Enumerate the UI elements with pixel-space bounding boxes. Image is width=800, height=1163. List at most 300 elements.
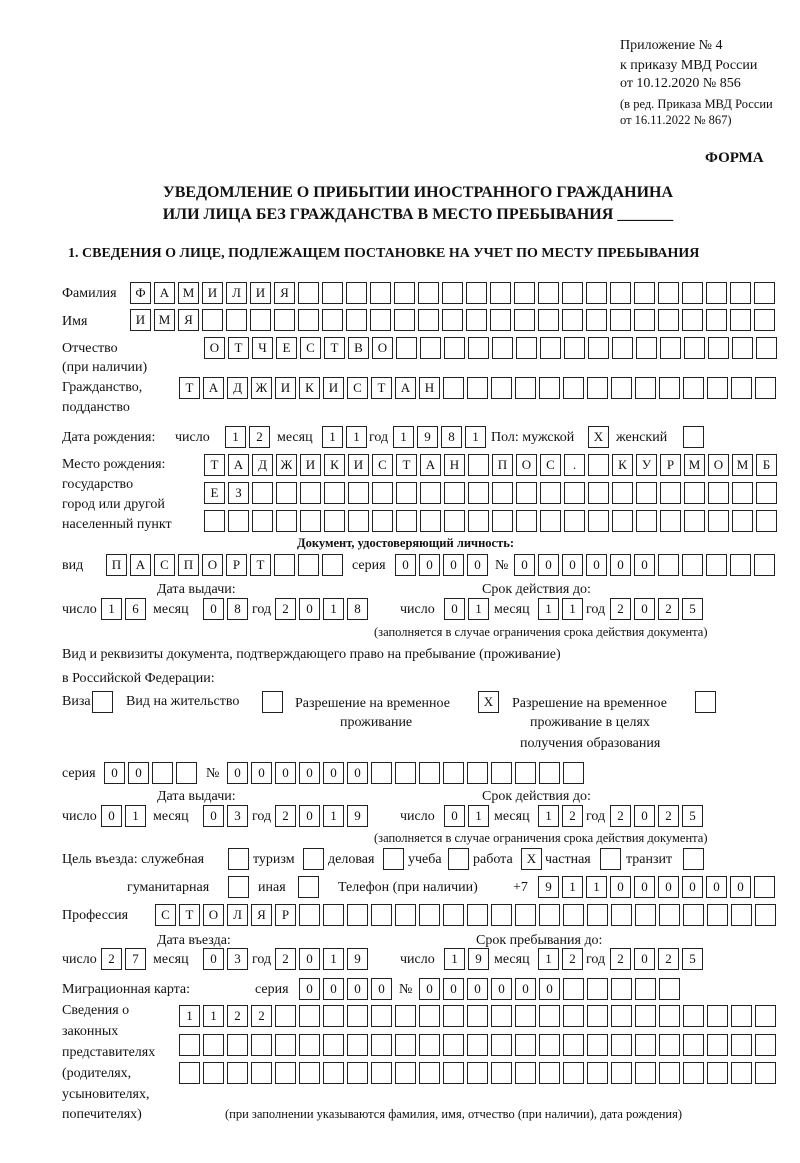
char-cell[interactable]: 9 xyxy=(538,876,559,898)
char-cell[interactable] xyxy=(396,510,417,532)
char-cell[interactable] xyxy=(659,1034,680,1056)
char-cell[interactable]: 0 xyxy=(539,978,560,1000)
char-cell[interactable] xyxy=(755,1005,776,1027)
char-cell[interactable]: Ж xyxy=(276,454,297,476)
char-cell[interactable] xyxy=(754,876,775,898)
char-cell[interactable]: 0 xyxy=(203,805,224,827)
char-cell[interactable] xyxy=(394,309,415,331)
char-cell[interactable] xyxy=(299,1062,320,1084)
char-cell[interactable]: . xyxy=(564,454,585,476)
char-cell[interactable] xyxy=(179,1062,200,1084)
char-cell[interactable] xyxy=(418,309,439,331)
char-cell[interactable] xyxy=(540,482,561,504)
char-cell[interactable] xyxy=(563,377,584,399)
char-cell[interactable]: И xyxy=(323,377,344,399)
char-cell[interactable] xyxy=(275,1062,296,1084)
char-cell[interactable] xyxy=(298,282,319,304)
char-cell[interactable] xyxy=(611,978,632,1000)
char-cell[interactable] xyxy=(682,282,703,304)
char-cell[interactable]: Н xyxy=(444,454,465,476)
char-cell[interactable] xyxy=(708,510,729,532)
char-cell[interactable] xyxy=(347,1034,368,1056)
purpose-humanitarian-checkbox[interactable] xyxy=(228,876,249,898)
char-cell[interactable] xyxy=(635,377,656,399)
char-cell[interactable]: 0 xyxy=(491,978,512,1000)
char-cell[interactable]: И xyxy=(130,309,151,331)
char-cell[interactable]: 1 xyxy=(125,805,146,827)
char-cell[interactable]: В xyxy=(348,337,369,359)
char-cell[interactable]: Р xyxy=(660,454,681,476)
char-cell[interactable] xyxy=(348,482,369,504)
char-cell[interactable] xyxy=(228,876,249,898)
char-cell[interactable] xyxy=(706,554,727,576)
char-cell[interactable] xyxy=(491,1005,512,1027)
char-cell[interactable]: 2 xyxy=(275,598,296,620)
char-cell[interactable]: 0 xyxy=(299,805,320,827)
entry-year-field[interactable] xyxy=(275,948,368,970)
char-cell[interactable]: 1 xyxy=(538,948,559,970)
char-cell[interactable] xyxy=(683,848,704,870)
char-cell[interactable] xyxy=(587,904,608,926)
char-cell[interactable] xyxy=(682,309,703,331)
char-cell[interactable] xyxy=(587,1034,608,1056)
char-cell[interactable] xyxy=(468,482,489,504)
issue-month-field[interactable] xyxy=(203,805,248,827)
purpose-study-checkbox[interactable] xyxy=(448,848,469,870)
char-cell[interactable]: 2 xyxy=(562,948,583,970)
char-cell[interactable] xyxy=(515,377,536,399)
char-cell[interactable]: 2 xyxy=(275,948,296,970)
char-cell[interactable] xyxy=(395,1034,416,1056)
trp-checkbox[interactable] xyxy=(478,691,499,713)
char-cell[interactable]: X xyxy=(588,426,609,448)
char-cell[interactable]: 0 xyxy=(395,554,416,576)
char-cell[interactable]: 1 xyxy=(323,948,344,970)
char-cell[interactable] xyxy=(420,510,441,532)
char-cell[interactable] xyxy=(636,510,657,532)
valid-year-field[interactable] xyxy=(610,805,703,827)
char-cell[interactable] xyxy=(684,510,705,532)
char-cell[interactable] xyxy=(394,282,415,304)
char-cell[interactable]: 1 xyxy=(203,1005,224,1027)
char-cell[interactable] xyxy=(659,377,680,399)
char-cell[interactable]: И xyxy=(275,377,296,399)
char-cell[interactable]: 0 xyxy=(682,876,703,898)
char-cell[interactable]: 0 xyxy=(634,554,655,576)
char-cell[interactable] xyxy=(755,377,776,399)
char-cell[interactable] xyxy=(635,1034,656,1056)
char-cell[interactable]: 8 xyxy=(227,598,248,620)
char-cell[interactable] xyxy=(563,1062,584,1084)
char-cell[interactable] xyxy=(323,1005,344,1027)
char-cell[interactable] xyxy=(600,848,621,870)
birth-year-field[interactable] xyxy=(393,426,486,448)
char-cell[interactable]: С xyxy=(347,377,368,399)
char-cell[interactable]: П xyxy=(178,554,199,576)
char-cell[interactable] xyxy=(372,482,393,504)
char-cell[interactable]: П xyxy=(106,554,127,576)
name-field[interactable] xyxy=(130,309,775,331)
char-cell[interactable]: 0 xyxy=(610,876,631,898)
char-cell[interactable]: 2 xyxy=(101,948,122,970)
char-cell[interactable]: А xyxy=(395,377,416,399)
visa-checkbox[interactable] xyxy=(92,691,113,713)
char-cell[interactable] xyxy=(634,282,655,304)
char-cell[interactable]: Т xyxy=(250,554,271,576)
char-cell[interactable] xyxy=(228,510,249,532)
char-cell[interactable] xyxy=(448,848,469,870)
char-cell[interactable]: Т xyxy=(179,377,200,399)
char-cell[interactable] xyxy=(562,282,583,304)
char-cell[interactable]: Д xyxy=(252,454,273,476)
until-day-field[interactable] xyxy=(444,948,489,970)
purpose-official-checkbox[interactable] xyxy=(228,848,249,870)
char-cell[interactable]: Е xyxy=(204,482,225,504)
char-cell[interactable] xyxy=(658,282,679,304)
char-cell[interactable] xyxy=(587,978,608,1000)
char-cell[interactable] xyxy=(756,482,777,504)
doc-series-field[interactable] xyxy=(395,554,488,576)
char-cell[interactable]: Л xyxy=(226,282,247,304)
char-cell[interactable]: Т xyxy=(204,454,225,476)
char-cell[interactable]: 2 xyxy=(227,1005,248,1027)
char-cell[interactable] xyxy=(490,309,511,331)
char-cell[interactable]: 0 xyxy=(323,762,344,784)
char-cell[interactable] xyxy=(659,978,680,1000)
char-cell[interactable] xyxy=(468,454,489,476)
char-cell[interactable]: 0 xyxy=(610,554,631,576)
char-cell[interactable]: 0 xyxy=(323,978,344,1000)
doc-number-field[interactable] xyxy=(514,554,775,576)
char-cell[interactable] xyxy=(588,337,609,359)
char-cell[interactable] xyxy=(419,1005,440,1027)
char-cell[interactable]: 7 xyxy=(125,948,146,970)
char-cell[interactable]: Т xyxy=(371,377,392,399)
char-cell[interactable] xyxy=(444,510,465,532)
char-cell[interactable] xyxy=(371,762,392,784)
char-cell[interactable] xyxy=(754,309,775,331)
char-cell[interactable]: 1 xyxy=(225,426,246,448)
char-cell[interactable] xyxy=(322,282,343,304)
char-cell[interactable]: Т xyxy=(179,904,200,926)
char-cell[interactable] xyxy=(466,282,487,304)
char-cell[interactable]: 2 xyxy=(251,1005,272,1027)
char-cell[interactable]: 2 xyxy=(658,948,679,970)
char-cell[interactable]: 0 xyxy=(444,805,465,827)
char-cell[interactable] xyxy=(659,904,680,926)
char-cell[interactable]: 0 xyxy=(586,554,607,576)
char-cell[interactable] xyxy=(516,482,537,504)
char-cell[interactable]: 2 xyxy=(275,805,296,827)
char-cell[interactable]: 1 xyxy=(562,598,583,620)
char-cell[interactable] xyxy=(538,282,559,304)
char-cell[interactable] xyxy=(467,1005,488,1027)
char-cell[interactable]: 1 xyxy=(179,1005,200,1027)
char-cell[interactable]: 2 xyxy=(610,948,631,970)
char-cell[interactable]: 1 xyxy=(538,805,559,827)
char-cell[interactable] xyxy=(732,482,753,504)
char-cell[interactable] xyxy=(539,904,560,926)
reps-row-2[interactable] xyxy=(179,1034,776,1056)
char-cell[interactable] xyxy=(275,1034,296,1056)
char-cell[interactable] xyxy=(611,1062,632,1084)
char-cell[interactable] xyxy=(538,309,559,331)
char-cell[interactable] xyxy=(707,1062,728,1084)
char-cell[interactable] xyxy=(346,282,367,304)
char-cell[interactable] xyxy=(322,309,343,331)
char-cell[interactable]: А xyxy=(420,454,441,476)
char-cell[interactable] xyxy=(754,554,775,576)
char-cell[interactable] xyxy=(563,1005,584,1027)
char-cell[interactable] xyxy=(731,904,752,926)
char-cell[interactable] xyxy=(396,337,417,359)
char-cell[interactable]: 5 xyxy=(682,805,703,827)
char-cell[interactable] xyxy=(683,1005,704,1027)
char-cell[interactable] xyxy=(539,762,560,784)
char-cell[interactable] xyxy=(515,904,536,926)
char-cell[interactable]: 2 xyxy=(249,426,270,448)
char-cell[interactable] xyxy=(635,1005,656,1027)
valid-day-field[interactable] xyxy=(444,598,489,620)
char-cell[interactable]: 0 xyxy=(227,762,248,784)
char-cell[interactable]: К xyxy=(612,454,633,476)
purpose-private-checkbox[interactable] xyxy=(600,848,621,870)
char-cell[interactable] xyxy=(515,1062,536,1084)
char-cell[interactable]: 0 xyxy=(203,598,224,620)
char-cell[interactable]: 0 xyxy=(347,762,368,784)
char-cell[interactable]: Р xyxy=(226,554,247,576)
char-cell[interactable] xyxy=(539,1005,560,1027)
char-cell[interactable] xyxy=(658,554,679,576)
char-cell[interactable] xyxy=(347,904,368,926)
purpose-transit-checkbox[interactable] xyxy=(683,848,704,870)
char-cell[interactable]: 0 xyxy=(538,554,559,576)
char-cell[interactable] xyxy=(276,482,297,504)
char-cell[interactable] xyxy=(564,337,585,359)
char-cell[interactable]: 1 xyxy=(562,876,583,898)
char-cell[interactable]: 6 xyxy=(125,598,146,620)
char-cell[interactable]: Е xyxy=(276,337,297,359)
char-cell[interactable] xyxy=(516,510,537,532)
char-cell[interactable] xyxy=(444,337,465,359)
char-cell[interactable]: 2 xyxy=(562,805,583,827)
char-cell[interactable] xyxy=(227,1062,248,1084)
char-cell[interactable] xyxy=(371,904,392,926)
char-cell[interactable] xyxy=(443,1062,464,1084)
char-cell[interactable]: 0 xyxy=(128,762,149,784)
sex-male-checkbox[interactable] xyxy=(588,426,609,448)
char-cell[interactable]: И xyxy=(300,454,321,476)
char-cell[interactable]: 2 xyxy=(610,598,631,620)
char-cell[interactable]: 8 xyxy=(347,598,368,620)
char-cell[interactable]: 1 xyxy=(323,805,344,827)
char-cell[interactable] xyxy=(635,904,656,926)
char-cell[interactable]: З xyxy=(228,482,249,504)
valid-year-field[interactable] xyxy=(610,598,703,620)
phone-field[interactable] xyxy=(538,876,775,898)
char-cell[interactable] xyxy=(395,904,416,926)
char-cell[interactable] xyxy=(347,1062,368,1084)
char-cell[interactable]: 0 xyxy=(347,978,368,1000)
char-cell[interactable]: С xyxy=(372,454,393,476)
char-cell[interactable] xyxy=(755,1062,776,1084)
char-cell[interactable] xyxy=(443,377,464,399)
char-cell[interactable] xyxy=(706,282,727,304)
reps-row-1[interactable] xyxy=(179,1005,776,1027)
stay-number-field[interactable] xyxy=(227,762,584,784)
char-cell[interactable] xyxy=(515,1005,536,1027)
char-cell[interactable]: Ф xyxy=(130,282,151,304)
char-cell[interactable] xyxy=(659,1062,680,1084)
residence-checkbox[interactable] xyxy=(262,691,283,713)
stay-series-field[interactable] xyxy=(104,762,197,784)
char-cell[interactable]: Т xyxy=(324,337,345,359)
char-cell[interactable]: 0 xyxy=(101,805,122,827)
char-cell[interactable]: О xyxy=(708,454,729,476)
char-cell[interactable] xyxy=(563,904,584,926)
char-cell[interactable]: А xyxy=(228,454,249,476)
char-cell[interactable] xyxy=(491,762,512,784)
char-cell[interactable] xyxy=(588,482,609,504)
char-cell[interactable] xyxy=(563,762,584,784)
char-cell[interactable] xyxy=(491,1034,512,1056)
char-cell[interactable] xyxy=(683,377,704,399)
char-cell[interactable]: М xyxy=(178,282,199,304)
issue-month-field[interactable] xyxy=(203,598,248,620)
char-cell[interactable]: 3 xyxy=(227,805,248,827)
char-cell[interactable] xyxy=(323,1062,344,1084)
char-cell[interactable] xyxy=(706,309,727,331)
char-cell[interactable] xyxy=(251,1062,272,1084)
birthplace-row-1[interactable] xyxy=(204,454,777,476)
char-cell[interactable] xyxy=(324,482,345,504)
char-cell[interactable] xyxy=(708,337,729,359)
char-cell[interactable] xyxy=(610,309,631,331)
char-cell[interactable]: 1 xyxy=(393,426,414,448)
reps-row-3[interactable] xyxy=(179,1062,776,1084)
char-cell[interactable] xyxy=(660,510,681,532)
char-cell[interactable]: 0 xyxy=(444,598,465,620)
char-cell[interactable] xyxy=(515,1034,536,1056)
char-cell[interactable] xyxy=(707,1034,728,1056)
entry-day-field[interactable] xyxy=(101,948,146,970)
char-cell[interactable] xyxy=(370,282,391,304)
char-cell[interactable] xyxy=(514,309,535,331)
char-cell[interactable] xyxy=(492,482,513,504)
char-cell[interactable]: О xyxy=(204,337,225,359)
char-cell[interactable]: А xyxy=(130,554,151,576)
char-cell[interactable] xyxy=(420,337,441,359)
char-cell[interactable] xyxy=(588,510,609,532)
char-cell[interactable] xyxy=(682,554,703,576)
char-cell[interactable]: 0 xyxy=(419,978,440,1000)
char-cell[interactable] xyxy=(371,1034,392,1056)
char-cell[interactable]: 8 xyxy=(441,426,462,448)
char-cell[interactable]: Я xyxy=(178,309,199,331)
char-cell[interactable] xyxy=(683,904,704,926)
char-cell[interactable]: 1 xyxy=(586,876,607,898)
char-cell[interactable] xyxy=(420,482,441,504)
char-cell[interactable]: 5 xyxy=(682,598,703,620)
char-cell[interactable] xyxy=(371,1005,392,1027)
char-cell[interactable]: 0 xyxy=(443,978,464,1000)
purpose-other-checkbox[interactable] xyxy=(298,876,319,898)
char-cell[interactable] xyxy=(695,691,716,713)
char-cell[interactable] xyxy=(300,482,321,504)
char-cell[interactable] xyxy=(756,337,777,359)
char-cell[interactable] xyxy=(563,1034,584,1056)
sex-female-checkbox[interactable] xyxy=(683,426,704,448)
char-cell[interactable] xyxy=(660,337,681,359)
char-cell[interactable]: 1 xyxy=(323,598,344,620)
char-cell[interactable] xyxy=(298,554,319,576)
char-cell[interactable] xyxy=(252,482,273,504)
char-cell[interactable] xyxy=(514,282,535,304)
char-cell[interactable]: 0 xyxy=(658,876,679,898)
birthplace-row-2[interactable] xyxy=(204,482,777,504)
char-cell[interactable] xyxy=(756,510,777,532)
issue-day-field[interactable] xyxy=(101,805,146,827)
char-cell[interactable] xyxy=(587,1005,608,1027)
char-cell[interactable]: О xyxy=(516,454,537,476)
birth-day-field[interactable] xyxy=(225,426,270,448)
char-cell[interactable]: 0 xyxy=(514,554,535,576)
char-cell[interactable] xyxy=(275,1005,296,1027)
char-cell[interactable]: 0 xyxy=(299,598,320,620)
char-cell[interactable]: Ч xyxy=(252,337,273,359)
birthplace-row-3[interactable] xyxy=(204,510,777,532)
char-cell[interactable] xyxy=(612,337,633,359)
char-cell[interactable] xyxy=(274,309,295,331)
char-cell[interactable] xyxy=(730,309,751,331)
char-cell[interactable] xyxy=(152,762,173,784)
char-cell[interactable] xyxy=(754,282,775,304)
char-cell[interactable] xyxy=(276,510,297,532)
char-cell[interactable] xyxy=(660,482,681,504)
until-year-field[interactable] xyxy=(610,948,703,970)
char-cell[interactable] xyxy=(228,848,249,870)
char-cell[interactable] xyxy=(562,309,583,331)
char-cell[interactable] xyxy=(491,1062,512,1084)
char-cell[interactable]: И xyxy=(348,454,369,476)
char-cell[interactable]: 1 xyxy=(538,598,559,620)
char-cell[interactable] xyxy=(731,1062,752,1084)
char-cell[interactable] xyxy=(564,510,585,532)
char-cell[interactable]: С xyxy=(155,904,176,926)
char-cell[interactable] xyxy=(204,510,225,532)
char-cell[interactable] xyxy=(731,1005,752,1027)
char-cell[interactable] xyxy=(564,482,585,504)
char-cell[interactable] xyxy=(176,762,197,784)
char-cell[interactable] xyxy=(491,377,512,399)
char-cell[interactable] xyxy=(303,848,324,870)
char-cell[interactable] xyxy=(346,309,367,331)
char-cell[interactable] xyxy=(274,554,295,576)
char-cell[interactable] xyxy=(492,337,513,359)
char-cell[interactable]: И xyxy=(202,282,223,304)
char-cell[interactable]: 0 xyxy=(562,554,583,576)
char-cell[interactable]: 1 xyxy=(322,426,343,448)
char-cell[interactable]: Н xyxy=(419,377,440,399)
char-cell[interactable]: О xyxy=(203,904,224,926)
profession-field[interactable] xyxy=(155,904,776,926)
char-cell[interactable] xyxy=(298,309,319,331)
valid-month-field[interactable] xyxy=(538,805,583,827)
char-cell[interactable]: М xyxy=(732,454,753,476)
issue-day-field[interactable] xyxy=(101,598,146,620)
char-cell[interactable] xyxy=(179,1034,200,1056)
char-cell[interactable] xyxy=(684,337,705,359)
